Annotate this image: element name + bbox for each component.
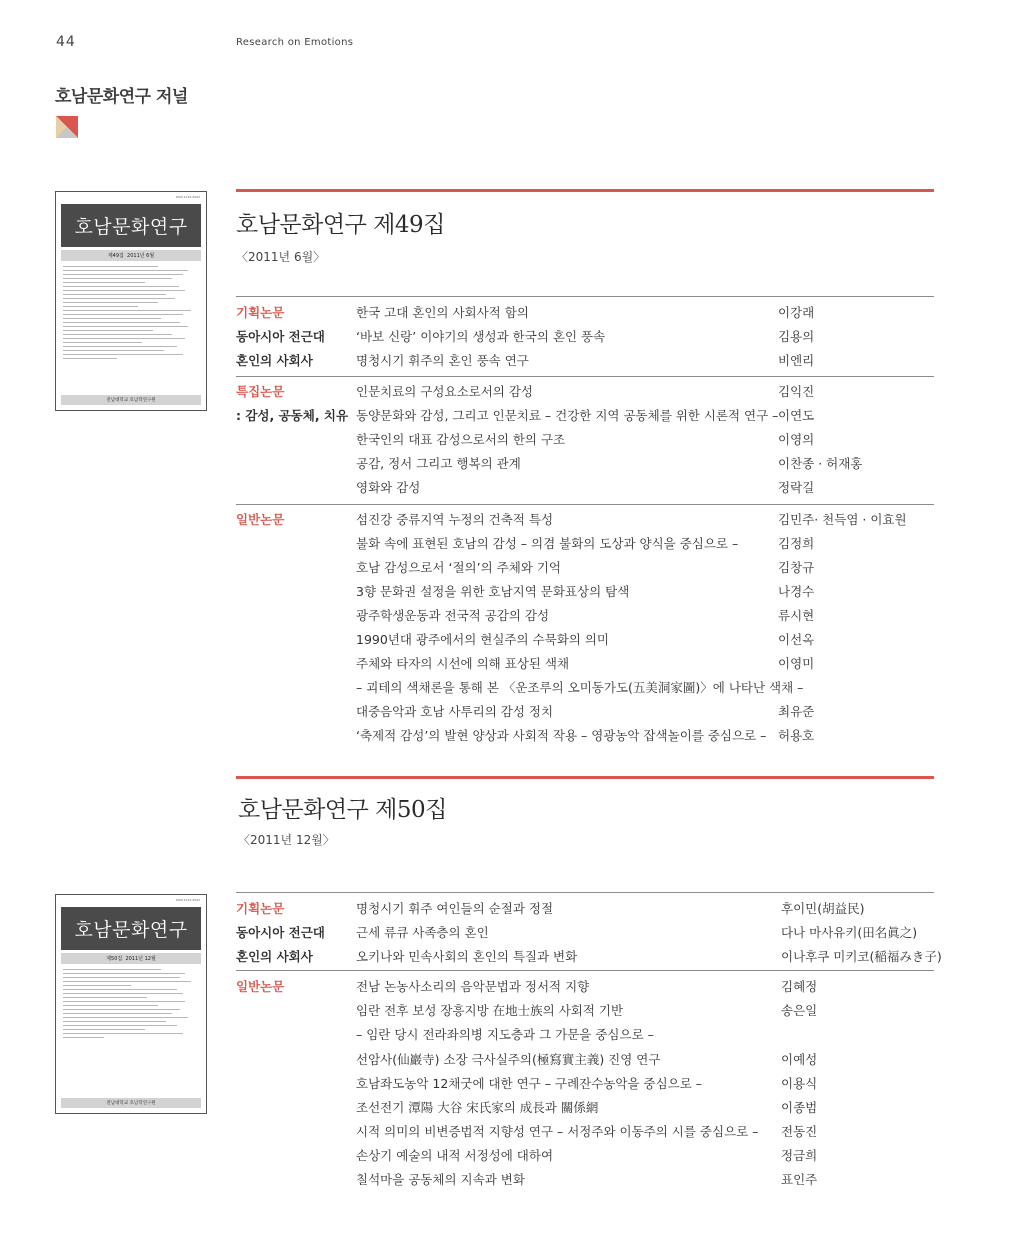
toc-category: 일반논문 [236, 512, 285, 527]
cover-issue-number: 제50집 [106, 956, 123, 962]
toc-title: 인문치료의 구성요소로서의 감성 [356, 384, 533, 399]
toc-category: 혼인의 사회사 [236, 949, 313, 964]
toc-author: 이강래 [778, 305, 815, 320]
page-number: 44 [56, 34, 76, 50]
toc-author: 류시현 [778, 608, 815, 623]
toc-author: 전동진 [781, 1124, 818, 1139]
toc-title: 시적 의미의 비변증법적 지향성 연구 – 서정주와 이동주의 시를 중심으로 – [356, 1124, 759, 1139]
toc-author: 이용식 [781, 1076, 818, 1091]
toc-title: 호남 감성으로서 ‘절의’의 주체와 기억 [356, 560, 561, 575]
toc-row [236, 1119, 936, 1143]
toc-author: 김정희 [778, 536, 815, 551]
toc-title: 임란 전후 보성 장흥지방 在地士族의 사회적 기반 [356, 1003, 624, 1018]
toc-author: 김민주· 천득염 · 이효원 [778, 512, 907, 527]
cover-publisher: 전남대학교 호남학연구원 [61, 1098, 201, 1108]
toc-row [236, 896, 936, 920]
toc-author: 이연도 [778, 408, 815, 423]
toc-author: 표인주 [781, 1172, 818, 1187]
toc-row [236, 531, 936, 555]
toc-title: 손상기 예술의 내적 서정성에 대하여 [356, 1148, 554, 1163]
toc-title: 주체와 타자의 시선에 의해 표상된 색채 [356, 656, 570, 671]
volume-49-top-rule [236, 189, 934, 192]
toc-category: 기획논문 [236, 901, 285, 916]
toc-author: 정락길 [778, 480, 815, 495]
toc-row [236, 998, 936, 1022]
toc-title: 광주학생운동과 전국적 공감의 감성 [356, 608, 550, 623]
volume-50-date: 〈2011년 12월〉 [238, 833, 335, 847]
toc-title: 전남 논농사소리의 음악문법과 정서적 지향 [356, 979, 590, 994]
volume-49-rule-2 [236, 376, 934, 377]
toc-row [236, 324, 936, 348]
cover-49 [55, 191, 207, 411]
section-heading: 호남문화연구 저널 [55, 87, 188, 107]
toc-category: 동아시아 전근대 [236, 925, 325, 940]
toc-category: 기획논문 [236, 305, 285, 320]
toc-title: 근세 류큐 사족층의 혼인 [356, 925, 489, 940]
toc-author: 정금희 [781, 1148, 818, 1163]
toc-title: – 임란 당시 전라좌의병 지도층과 그 가문을 중심으로 – [356, 1027, 654, 1042]
toc-row [236, 675, 936, 699]
running-head: Research on Emotions [236, 37, 354, 48]
toc-author: 이종범 [781, 1100, 818, 1115]
toc-row [236, 451, 936, 475]
cover-title: 호남문화연구 [61, 907, 201, 950]
toc-row [236, 1143, 936, 1167]
toc-title: 공감, 정서 그리고 행복의 관계 [356, 456, 521, 471]
cover-issn: ISSN 1225-4592 [175, 898, 200, 902]
cover-issue-date: 2011년 12월 [125, 956, 156, 962]
volume-50-top-rule [236, 776, 934, 779]
toc-author: 이나후쿠 미키코(稲福みき子) [781, 949, 942, 964]
volume-50-title: 호남문화연구 제50집 [238, 797, 447, 823]
toc-row [236, 300, 936, 324]
toc-title: 호남좌도농악 12채굿에 대한 연구 – 구례잔수농악을 중심으로 – [356, 1076, 703, 1091]
toc-author: 송은일 [781, 1003, 818, 1018]
toc-title: 대중음악과 호남 사투리의 감성 정치 [356, 704, 554, 719]
toc-category: 특집논문 [236, 384, 285, 399]
volume-50-rule-1 [236, 892, 934, 893]
toc-title: 오키나와 민속사회의 혼인의 특질과 변화 [356, 949, 578, 964]
toc-author: 이예성 [781, 1052, 818, 1067]
toc-title: ‘바보 신랑’ 이야기의 생성과 한국의 혼인 풍속 [356, 329, 606, 344]
volume-49-rule-3 [236, 504, 934, 505]
toc-row [236, 974, 936, 998]
toc-title: ‘축제적 감성’의 발현 양상과 사회적 작용 – 영광농악 잡색놀이를 중심으로 – [356, 728, 767, 743]
toc-row [236, 1167, 936, 1191]
toc-author: 나경수 [778, 584, 815, 599]
cover-publisher: 전남대학교 호남학연구원 [61, 395, 201, 405]
toc-row [236, 427, 936, 451]
toc-row [236, 507, 936, 531]
toc-title: 선암사(仙巖寺) 소장 극사실주의(極寫實主義) 진영 연구 [356, 1052, 661, 1067]
volume-49-rule-1 [236, 296, 934, 297]
toc-title: 1990년대 광주에서의 현실주의 수묵화의 의미 [356, 632, 609, 647]
toc-category: : 감성, 공동체, 치유 [236, 408, 349, 423]
toc-title: 한국인의 대표 감성으로서의 한의 구조 [356, 432, 566, 447]
toc-title: 3향 문화권 설정을 위한 호남지역 문화표상의 탐색 [356, 584, 630, 599]
section-mark-icon [56, 116, 78, 138]
toc-author: 이영미 [778, 656, 815, 671]
cover-issn: ISSN 1225-4592 [175, 195, 200, 199]
toc-title: 칠석마을 공동체의 지속과 변화 [356, 1172, 525, 1187]
cover-issue-date: 2011년 6월 [127, 253, 155, 259]
cover-contents-lines [63, 969, 199, 1087]
toc-author: 허용호 [778, 728, 815, 743]
toc-title: 동양문화와 감성, 그리고 인문치료 – 건강한 지역 공동체를 위한 시론적 연구 – [356, 408, 779, 423]
toc-title: 불화 속에 표현된 호남의 감성 – 의겸 불화의 도상과 양식을 중심으로 – [356, 536, 739, 551]
cover-50 [55, 894, 207, 1114]
toc-title: 조선전기 潭陽 大谷 宋氏家의 成長과 關係網 [356, 1100, 599, 1115]
toc-category: 일반논문 [236, 979, 285, 994]
toc-row [236, 1095, 936, 1119]
cover-issue [61, 953, 201, 964]
toc-category: 동아시아 전근대 [236, 329, 325, 344]
toc-author: 이선옥 [778, 632, 815, 647]
toc-author: 후이민(胡益民) [781, 901, 865, 916]
toc-title: 한국 고대 혼인의 사회사적 함의 [356, 305, 529, 320]
toc-author: 김혜정 [781, 979, 818, 994]
toc-title: – 괴테의 색채론을 통해 본 〈운조루의 오미동가도(五美洞家圖)〉에 나타난 색채 – [356, 680, 804, 695]
toc-row [236, 627, 936, 651]
toc-row [236, 1022, 936, 1046]
toc-title: 섬진강 중류지역 누정의 건축적 특성 [356, 512, 554, 527]
volume-49-date: 〈2011년 6월〉 [236, 250, 326, 264]
toc-row [236, 348, 936, 372]
toc-row [236, 920, 936, 944]
toc-row [236, 603, 936, 627]
toc-row [236, 723, 936, 747]
toc-title: 영화와 감성 [356, 480, 421, 495]
cover-contents-lines [63, 266, 199, 384]
toc-row [236, 579, 936, 603]
toc-author: 김용의 [778, 329, 815, 344]
toc-author: 다나 마사유키(田名眞之) [781, 925, 918, 940]
toc-row [236, 944, 942, 968]
toc-row [236, 651, 936, 675]
toc-row [236, 699, 936, 723]
toc-row [236, 475, 936, 499]
toc-row [236, 379, 936, 403]
cover-issue [61, 250, 201, 261]
volume-49-title: 호남문화연구 제49집 [236, 212, 445, 238]
toc-author: 김익진 [778, 384, 815, 399]
toc-title: 명청시기 휘주 여인들의 순절과 정절 [356, 901, 554, 916]
toc-category: 혼인의 사회사 [236, 353, 313, 368]
toc-row [236, 1071, 936, 1095]
toc-author: 비엔리 [778, 353, 815, 368]
toc-author: 김창규 [778, 560, 815, 575]
toc-row [236, 555, 936, 579]
toc-row [236, 403, 936, 427]
toc-row [236, 1047, 936, 1071]
volume-50-rule-2 [236, 970, 934, 971]
cover-title: 호남문화연구 [61, 204, 201, 247]
cover-issue-number: 제49집 [107, 253, 124, 259]
toc-author: 최유준 [778, 704, 815, 719]
toc-author: 이영의 [778, 432, 815, 447]
toc-author: 이찬종 · 허재홍 [778, 456, 863, 471]
toc-title: 명청시기 휘주의 혼인 풍속 연구 [356, 353, 529, 368]
